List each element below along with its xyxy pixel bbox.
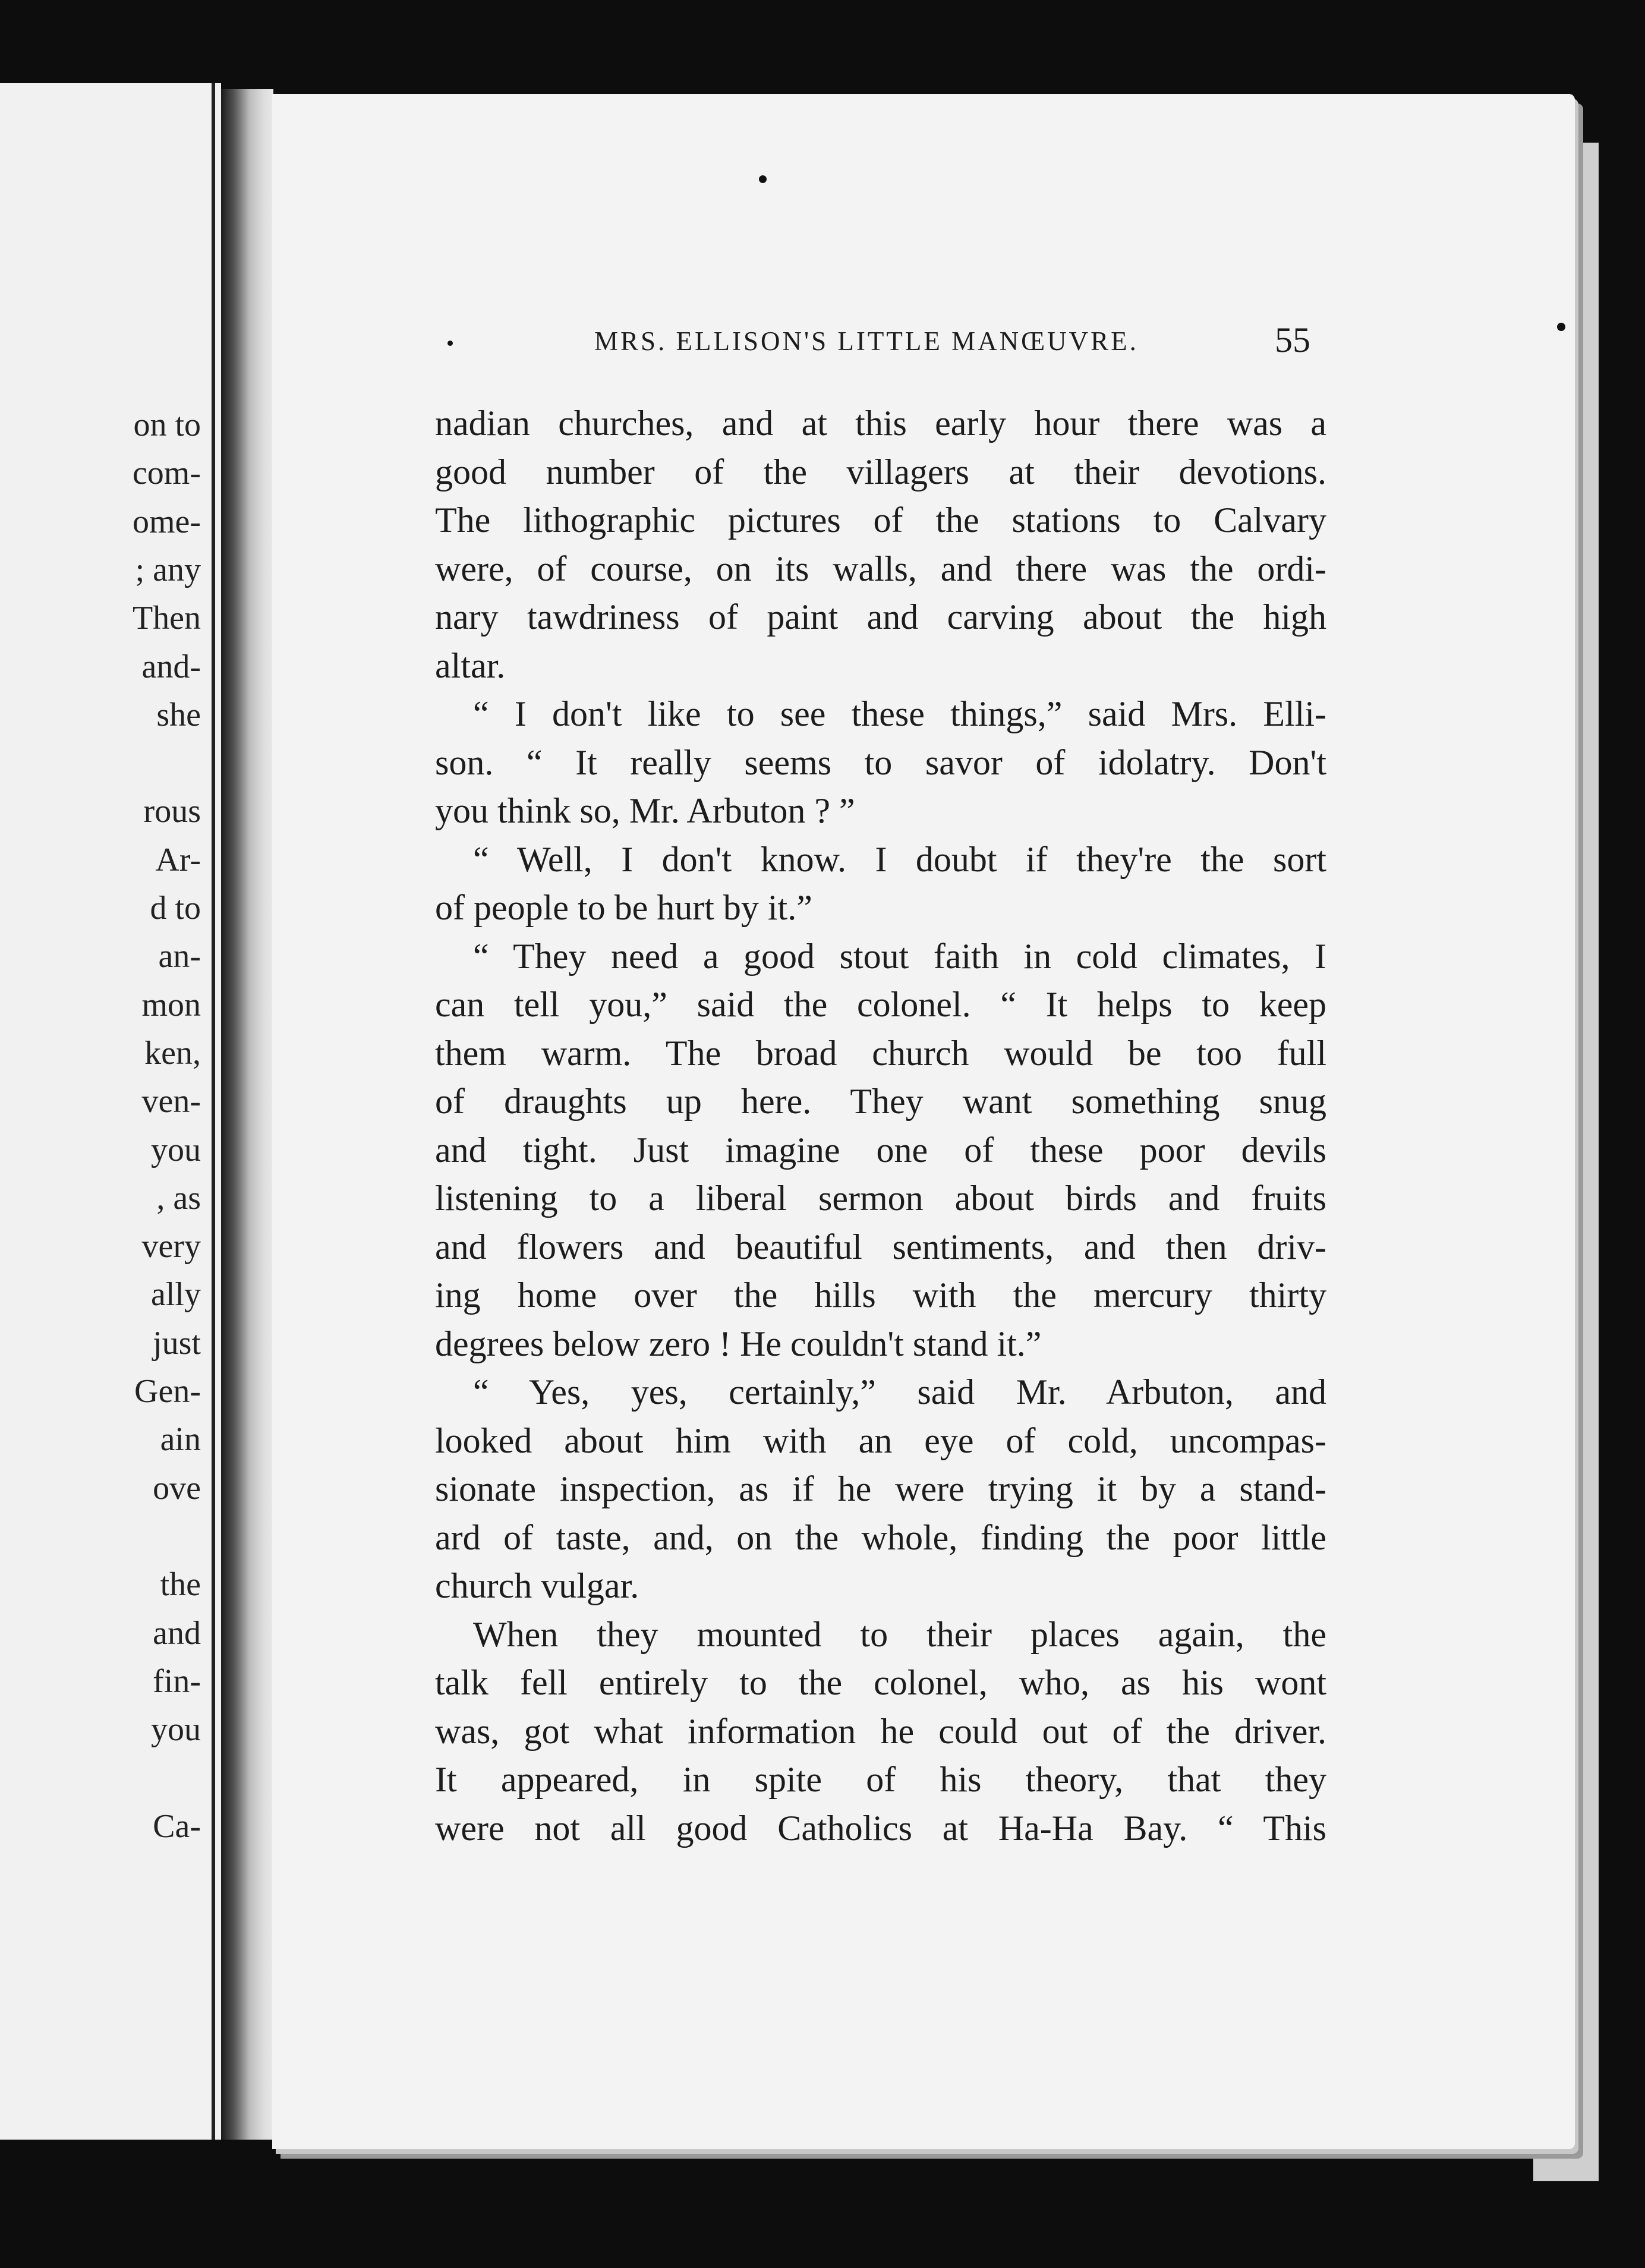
left-page-fragment: fin-	[153, 1662, 201, 1700]
ink-speck	[1557, 323, 1565, 331]
text-line: were, of course, on its walls, and there was the ordi-	[435, 549, 1326, 588]
text-line: “ I don't like to see these things,” said Mrs. Elli-	[473, 694, 1326, 733]
left-page-fragment: you	[151, 1711, 201, 1749]
running-head: MRS. ELLISON'S LITTLE MANŒUVRE.	[594, 326, 1139, 356]
text-line: of draughts up here. They want something snug	[435, 1082, 1326, 1121]
text-line: was, got what information he could out of the driver.	[435, 1711, 1326, 1751]
text-line: “ Well, I don't know. I doubt if they're the sort	[473, 839, 1326, 879]
left-page-fragment: and-	[141, 648, 201, 685]
left-page-edge	[212, 83, 215, 2140]
text-line: sionate inspection, as if he were trying it by a stand-	[435, 1469, 1326, 1508]
left-page-fragment: Ar-	[155, 841, 201, 878]
left-page-fragment: Ca-	[153, 1807, 201, 1845]
left-page-fragment: you	[151, 1131, 201, 1168]
left-page-fragment: ally	[151, 1276, 201, 1313]
text-line: were not all good Catholics at Ha-Ha Bay. “ This	[435, 1808, 1326, 1848]
left-page-fragment: an-	[158, 938, 201, 975]
left-page-fragment: rous	[143, 793, 201, 830]
left-page-fragment: ; any	[135, 551, 201, 588]
left-page	[0, 83, 221, 2140]
left-page-fragment: she	[156, 696, 201, 733]
left-page-fragment: and	[153, 1614, 201, 1652]
text-line: you think so, Mr. Arbuton ? ”	[435, 791, 855, 830]
left-page-fragment: mon	[141, 986, 201, 1023]
text-line: of people to be hurt by it.”	[435, 888, 812, 927]
text-line: listening to a liberal sermon about birds and fruits	[435, 1179, 1326, 1218]
left-page-fragment: the	[160, 1566, 201, 1604]
text-line: altar.	[435, 645, 506, 685]
body-text	[435, 399, 1326, 1853]
text-line: son. “ It really seems to savor of idolatry. Don't	[435, 742, 1326, 782]
text-line: It appeared, in spite of his theory, that they	[435, 1760, 1326, 1799]
left-page-fragment: ome-	[132, 503, 201, 540]
text-line: church vulgar.	[435, 1566, 639, 1605]
ink-speck	[448, 341, 453, 346]
text-line: talk fell entirely to the colonel, who, as his wont	[435, 1663, 1326, 1702]
page-number: 55	[1275, 320, 1310, 360]
left-page-fragment: d to	[150, 890, 201, 927]
left-page-fragment: Gen-	[134, 1373, 201, 1410]
text-line: “ They need a good stout faith in cold climates, I	[473, 936, 1326, 976]
left-page-fragment: , as	[156, 1179, 201, 1217]
text-line: and tight. Just imagine one of these poor devils	[435, 1130, 1326, 1170]
text-line: and flowers and beautiful sentiments, and then driv-	[435, 1227, 1326, 1267]
text-line: “ Yes, yes, certainly,” said Mr. Arbuton, and	[473, 1372, 1326, 1412]
left-page-fragment: on to	[133, 407, 201, 443]
book-gutter	[221, 89, 273, 2140]
text-line: nary tawdriness of paint and carving about the high	[435, 597, 1326, 637]
left-page-fragment: just	[153, 1324, 201, 1362]
left-page-fragment: ken,	[144, 1034, 201, 1072]
left-page-fragment: Then	[132, 600, 201, 637]
text-line: When they mounted to their places again, the	[473, 1614, 1326, 1654]
ink-speck	[759, 175, 767, 183]
text-line: them warm. The broad church would be too full	[435, 1033, 1326, 1073]
text-line: ing home over the hills with the mercury thirty	[435, 1275, 1326, 1315]
text-line: ard of taste, and, on the whole, finding the poor little	[435, 1517, 1326, 1557]
left-page-fragment: ain	[160, 1421, 201, 1459]
text-line: The lithographic pictures of the stations to Calvary	[435, 500, 1326, 540]
text-line: nadian churches, and at this early hour there was a	[435, 404, 1326, 443]
left-page-fragment: ove	[153, 1469, 201, 1507]
left-page-fragment: com-	[132, 455, 201, 492]
text-line: degrees below zero ! He couldn't stand it.”	[435, 1324, 1042, 1363]
text-line: can tell you,” said the colonel. “ It helps to keep	[435, 985, 1326, 1024]
text-line: looked about him with an eye of cold, uncompas-	[435, 1420, 1326, 1460]
left-page-fragment: ven-	[141, 1083, 201, 1120]
text-line: good number of the villagers at their devotions.	[435, 452, 1326, 492]
left-page-fragment: very	[141, 1228, 201, 1265]
